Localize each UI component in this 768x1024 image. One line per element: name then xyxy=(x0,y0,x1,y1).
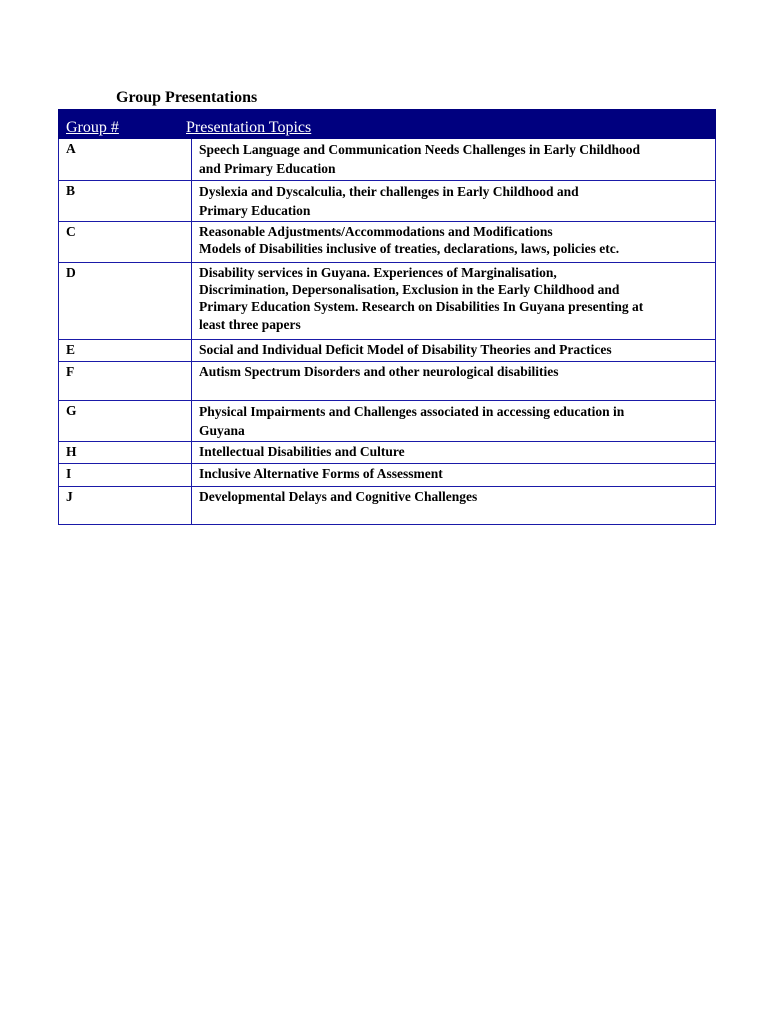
table-row xyxy=(59,340,716,362)
page-title: Group Presentations xyxy=(116,89,258,106)
table-header-row xyxy=(59,110,716,139)
topic-line: Physical Impairments and Challenges associated in accessing education in xyxy=(199,404,625,419)
topic-cell xyxy=(192,487,716,525)
topic-line: Models of Disabilities inclusive of treaties, declarations, laws, policies etc. xyxy=(199,241,620,256)
topic-cell xyxy=(192,401,716,442)
table-row xyxy=(59,181,716,222)
group-cell: H xyxy=(59,442,192,464)
topic-line: Inclusive Alternative Forms of Assessment xyxy=(199,466,443,481)
table-row xyxy=(59,464,716,487)
table-row xyxy=(59,139,716,181)
topic-cell xyxy=(192,222,716,263)
group-cell: D xyxy=(59,263,192,340)
header-group: Group # xyxy=(59,110,192,139)
table-row xyxy=(59,362,716,401)
topic-line: Speech Language and Communication Needs Challenges in Early Childhood xyxy=(199,142,641,157)
table-row xyxy=(59,263,716,340)
table-row xyxy=(59,487,716,525)
group-cell: G xyxy=(59,401,192,442)
topic-cell xyxy=(192,181,716,222)
topic-line: Intellectual Disabilities and Culture xyxy=(199,444,405,459)
topic-line: Disability services in Guyana. Experiences of Marginalisation, xyxy=(199,265,557,280)
table-row xyxy=(59,442,716,464)
topic-line: Social and Individual Deficit Model of Disability Theories and Practices xyxy=(199,342,612,357)
header-topic: Presentation Topics xyxy=(192,110,716,139)
topic-cell xyxy=(192,340,716,362)
group-cell: J xyxy=(59,487,192,525)
topic-line: and Primary Education xyxy=(199,161,336,176)
topic-line: least three papers xyxy=(199,317,301,332)
group-cell: F xyxy=(59,362,192,401)
table-row xyxy=(59,401,716,442)
group-cell: E xyxy=(59,340,192,362)
table-row xyxy=(59,222,716,263)
topic-line: Dyslexia and Dyscalculia, their challenges in Early Childhood and xyxy=(199,184,579,199)
topic-cell xyxy=(192,139,716,181)
topic-cell xyxy=(192,362,716,401)
topic-line: Guyana xyxy=(199,423,245,438)
topic-line: Autism Spectrum Disorders and other neurological disabilities xyxy=(199,364,559,379)
topic-line: Primary Education System. Research on Disabilities In Guyana presenting at xyxy=(199,299,644,314)
topic-cell xyxy=(192,263,716,340)
topic-line: Discrimination, Depersonalisation, Exclusion in the Early Childhood and xyxy=(199,282,620,297)
topic-cell xyxy=(192,464,716,487)
topic-line: Reasonable Adjustments/Accommodations and Modifications xyxy=(199,224,553,239)
topic-line: Developmental Delays and Cognitive Challenges xyxy=(199,489,478,504)
presentations-table xyxy=(58,109,716,525)
group-cell: B xyxy=(59,181,192,222)
group-cell: C xyxy=(59,222,192,263)
topic-cell xyxy=(192,442,716,464)
topic-line: Primary Education xyxy=(199,203,311,218)
group-cell: A xyxy=(59,139,192,181)
group-cell: I xyxy=(59,464,192,487)
